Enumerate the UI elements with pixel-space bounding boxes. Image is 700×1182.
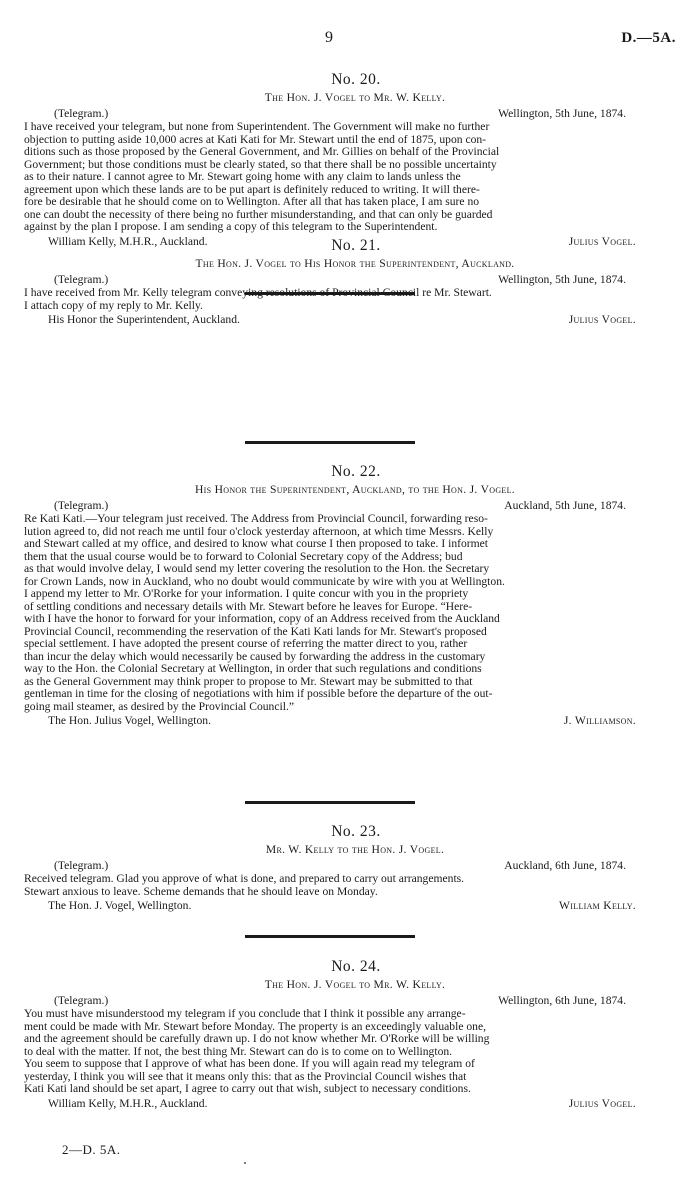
addressee: William Kelly, M.H.R., Auckland.	[48, 234, 208, 248]
body-line: Stewart anxious to leave. Scheme demands that he should leave on Monday.	[24, 884, 378, 898]
telegram-label: (Telegram.)	[54, 107, 109, 120]
print-mark	[244, 1162, 246, 1164]
body-line: agreement upon which these lands are to be put apart is definitely reduced to writing. It will there-	[24, 182, 480, 196]
letter-number: No. 22.	[331, 463, 381, 480]
body-line: as the General Government may think proper to propose to Mr. Stewart may be submitted to that	[24, 674, 473, 688]
letter-21	[24, 236, 676, 328]
body-line: going mail steamer, as desired by the Provincial Council.”	[24, 699, 294, 713]
letter-23	[24, 822, 676, 914]
dateline: Wellington, 5th June, 1874.	[498, 273, 626, 286]
letter-body	[24, 1008, 676, 1096]
signature: William Kelly.	[559, 899, 636, 912]
letter-meta	[24, 498, 676, 513]
section-separator	[245, 441, 415, 444]
body-line: special settlement. I have adopted the present course of referring the matter direct to you, rather	[24, 637, 468, 650]
body-line: I have received from Mr. Kelly telegram conveying resolutions of Provincial Council re Mr. Stewart.	[24, 286, 492, 299]
body-line: than incur the delay which would necessarily be caused by forwarding the address in the customary	[24, 649, 486, 663]
body-line: way to the Hon. the Colonial Secretary at Wellington, in order that such regulations and conditions	[24, 662, 482, 675]
signature: Julius Vogel.	[568, 313, 636, 326]
letter-body	[24, 873, 676, 898]
dateline: Wellington, 5th June, 1874.	[498, 107, 626, 120]
letter-meta	[24, 272, 676, 287]
body-line: Received telegram. Glad you approve of what is done, and prepared to carry out arrangements.	[24, 872, 465, 885]
body-line: to deal with the matter. If not, the best thing Mr. Stewart can do is to come on to Wellington.	[24, 1044, 453, 1058]
letter-signoff	[24, 1096, 676, 1112]
letter-number: No. 21.	[331, 237, 381, 254]
dateline: Auckland, 6th June, 1874.	[504, 859, 626, 872]
letter-signoff	[24, 312, 676, 328]
body-line: gentleman in time for the closing of negotiations with him if possible before the departure of the out-	[24, 687, 493, 700]
body-line: Provincial Council, recommending the reservation of the Kati Kati lands for Mr. Stewart's proposed	[24, 624, 487, 638]
letter-signoff	[24, 713, 676, 729]
page-header	[0, 29, 700, 52]
body-line: yesterday, I think you will see that it means only this: that as the Provincial Council wishes that	[24, 1069, 467, 1083]
body-line: as that would involve delay, I would send my letter covering the resolution to the Hon. the Secretary	[24, 562, 490, 575]
body-line: for Crown Lands, now in Auckland, who no doubt would communicate by wire with you at Wellington.	[24, 574, 505, 588]
body-line: and Stewart called at my office, and desired to know what course I then proposed to take. I informet	[24, 537, 489, 550]
letter-22	[24, 462, 676, 729]
addressee: His Honor the Superintendent, Auckland.	[48, 313, 240, 326]
body-line: I append my letter to Mr. O'Rorke for your information. I quite concur with you in the propriety	[24, 587, 469, 600]
body-line: lution agreed to, did not reach me until four o'clock yesterday afternoon, at which time Messrs. Kelly	[24, 524, 494, 538]
letter-signoff	[24, 898, 676, 914]
body-line: and the agreement should be carefully drawn up. I do not know whether Mr. O'Rorke will be willing	[24, 1032, 490, 1045]
body-line: as to their nature. I cannot agree to Mr. Stewart going home with any claim to lands unless the	[24, 170, 461, 183]
body-line: fore be desirable that he should come on to Wellington. After all that has taken place, I am sure no	[24, 195, 480, 208]
body-line: with I have the honor to forward for your information, copy of an Address received from the Auckland	[24, 612, 500, 625]
signature: J. Williamson.	[563, 714, 636, 727]
letter-title: The Hon. J. Vogel to Mr. W. Kelly.	[264, 91, 446, 104]
letter-body	[24, 121, 676, 234]
section-separator	[245, 801, 415, 804]
letter-number: No. 24.	[331, 958, 381, 975]
document-reference: D.—5A.	[621, 30, 676, 46]
body-line: against by the plan I propose. I am sending a copy of this telegram to the Superintendent.	[24, 220, 438, 233]
addressee: The Hon. Julius Vogel, Wellington.	[48, 714, 211, 727]
letter-title: Mr. W. Kelly to the Hon. J. Vogel.	[265, 843, 445, 856]
letter-meta	[24, 858, 676, 873]
telegram-label: (Telegram.)	[54, 273, 109, 286]
letter-20	[24, 70, 676, 250]
addressee: William Kelly, M.H.R., Auckland.	[48, 1096, 208, 1110]
letter-24	[24, 957, 676, 1112]
body-line: Re Kati Kati.—Your telegram just received. The Address from Provincial Council, forwarding reso-	[24, 512, 488, 525]
signature-reference: 2—D. 5A.	[62, 1142, 121, 1157]
body-line: ditions such as those proposed by the General Government, and Mr. Gillies on behalf of the Provincial	[24, 145, 500, 158]
body-line: of settling conditions and necessary details with Mr. Stewart before he leaves for Europe. “Here-	[24, 599, 473, 613]
telegram-label: (Telegram.)	[54, 859, 109, 872]
body-line: Government; but those conditions must be clearly stated, so that there shall be no possible uncertainty	[24, 157, 497, 171]
telegram-label: (Telegram.)	[54, 499, 109, 512]
body-line: You must have misunderstood my telegram if you conclude that I think it possible any arrange-	[24, 1007, 466, 1020]
dateline: Wellington, 6th June, 1874.	[498, 994, 626, 1007]
letter-meta	[24, 993, 676, 1008]
telegram-label: (Telegram.)	[54, 994, 109, 1007]
letter-title: The Hon. J. Vogel to His Honor the Superintendent, Auckland.	[195, 257, 515, 270]
body-line: them that the usual course would be to forward to Colonial Secretary copy of the Address; bud	[24, 549, 463, 563]
letter-meta	[24, 106, 676, 121]
letter-number: No. 23.	[331, 823, 381, 840]
body-line: objection to putting aside 10,000 acres at Kati Kati for Mr. Stewart until the end of 1875, upon con-	[24, 132, 487, 146]
letter-body	[24, 513, 676, 713]
page-number: 9	[325, 29, 333, 46]
letter-body	[24, 287, 676, 312]
section-separator	[245, 935, 415, 938]
signature: Julius Vogel.	[568, 1096, 636, 1110]
body-line: I have received your telegram, but none from Superintendent. The Government will make no further	[24, 120, 490, 133]
body-line: ment could be made with Mr. Stewart before Monday. The property is an exceedingly valuable one,	[24, 1019, 486, 1033]
letter-number: No. 20.	[331, 71, 381, 88]
dateline: Auckland, 5th June, 1874.	[504, 499, 626, 512]
signature: Julius Vogel.	[568, 234, 636, 248]
body-line: Kati Kati land should be set apart, I agree to carry out that wish, subject to necessary conditions.	[24, 1082, 471, 1095]
letter-title: His Honor the Superintendent, Auckland, to the Hon. J. Vogel.	[194, 483, 515, 496]
addressee: The Hon. J. Vogel, Wellington.	[48, 899, 192, 912]
body-line: I attach copy of my reply to Mr. Kelly.	[24, 298, 203, 312]
letter-title: The Hon. J. Vogel to Mr. W. Kelly.	[264, 978, 446, 991]
body-line: one can doubt the necessity of there being no further misunderstanding, and that can only be guarded	[24, 207, 493, 221]
body-line: You seem to suppose that I approve of what has been done. If you will again read my telegram of	[24, 1057, 475, 1070]
